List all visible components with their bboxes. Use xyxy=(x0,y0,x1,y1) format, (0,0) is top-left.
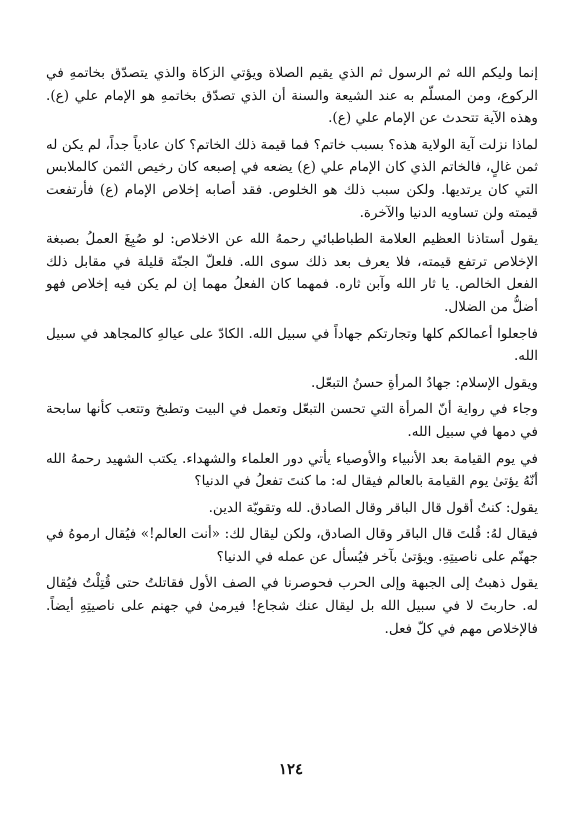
page-number: ١٢٤ xyxy=(278,760,304,778)
paragraph-10: يقول ذهبتُ إلى الجبهة وإلى الحرب فحوصرنا في الصف الأول فقاتلتُ حتى قُتِلْتُ فيُقال له. حاربتَ لا في سبيل الله بل ليقال عنك شجاع! فيرمىٰ في جهنم على ناصيتِهِ أيضاً. فالإخلاص مهم في كلّ فعل. xyxy=(46,575,538,637)
paragraph-9: فيقال لهُ: قُلتَ قال الباقر وقال الصادق، ولكن ليقال لك: «أنت العالم!» فيُقال ارموهُ في جهنّم على ناصيتِهِ. ويؤتىٰ بآخر فيُسأل عن عمله في الدنيا؟ xyxy=(46,526,538,565)
page-body xyxy=(46,62,538,644)
paragraph-4: فاجعلوا أعمالكم كلها وتجارتكم جهاداً في سبيل الله. الكادّ على عيالهِ كالمجاهد في سبيل الله. xyxy=(46,325,538,365)
paragraph-3: يقول أستاذنا العظيم العلامة الطباطبائي رحمهُ الله عن الاخلاص: لو صُبِغَ العملُ بصبغة الإخلاص ترتفع قيمته، فلا يعرف بعد ذلك سوى الله. فلعلّ الجنّة قليلة في مقابل ذلك الفعل الخالص. يا ثار الله وآبن ثاره. فمهما كان الفعلُ مهما إن لم يكن فيه إخلاص فهو أضلُّ من الضلال. xyxy=(46,231,538,315)
paragraph-2: لماذا نزلت آية الولاية هذه؟ بسبب خاتم؟ فما قيمة ذلك الخاتم؟ كان عادياً جداً، لم يكن له ثمن غالٍ، فالخاتم الذي كان الإمام علي (ع) يضعه في إصبعه كان رخيص الثمن كالملابس التي كان يرتديها. ولكن سبب ذلك هو الخلوص. فقد أصابه إخلاص الإمام (ع) فأرتفعت قيمته ولن تساويه الدنيا والآخرة. xyxy=(46,136,538,221)
paragraph-8: يقول: كنتُ أقول قال الباقر وقال الصادق. لله وتقويّة الدين. xyxy=(208,499,538,516)
paragraph-5: ويقول الإسلام: جهادُ المرأةِ حسنُ التبعّل. xyxy=(311,374,538,391)
paragraph-1: إنما وليكم الله ثم الرسول ثم الذي يقيم الصلاة ويؤتي الزكاة والذي يتصدّق بخاتمهِ في الركوع، ومن المسلّم به عند الشيعة والسنة أن الذي تصدّق بخاتمهِ هو الإمام علي (ع). وهذه الآية تتحدث عن الإمام علي (ع). xyxy=(46,65,538,127)
paragraph-6: وجاء في رواية أنّ المرأة التي تحسن التبعّل وتعمل في البيت وتطبخ وتتعب كأنها سابحة في دمها في سبيل الله. xyxy=(46,401,538,440)
paragraph-7: في يوم القيامة بعد الأنبياء والأوصياء يأتي دور العلماء والشهداء. يكتب الشهيد رحمهُ الله أنّهُ يؤتىٰ يوم القيامة بالعالم فيقال له: ما كنتَ تفعلُ في الدنيا؟ xyxy=(46,450,538,490)
